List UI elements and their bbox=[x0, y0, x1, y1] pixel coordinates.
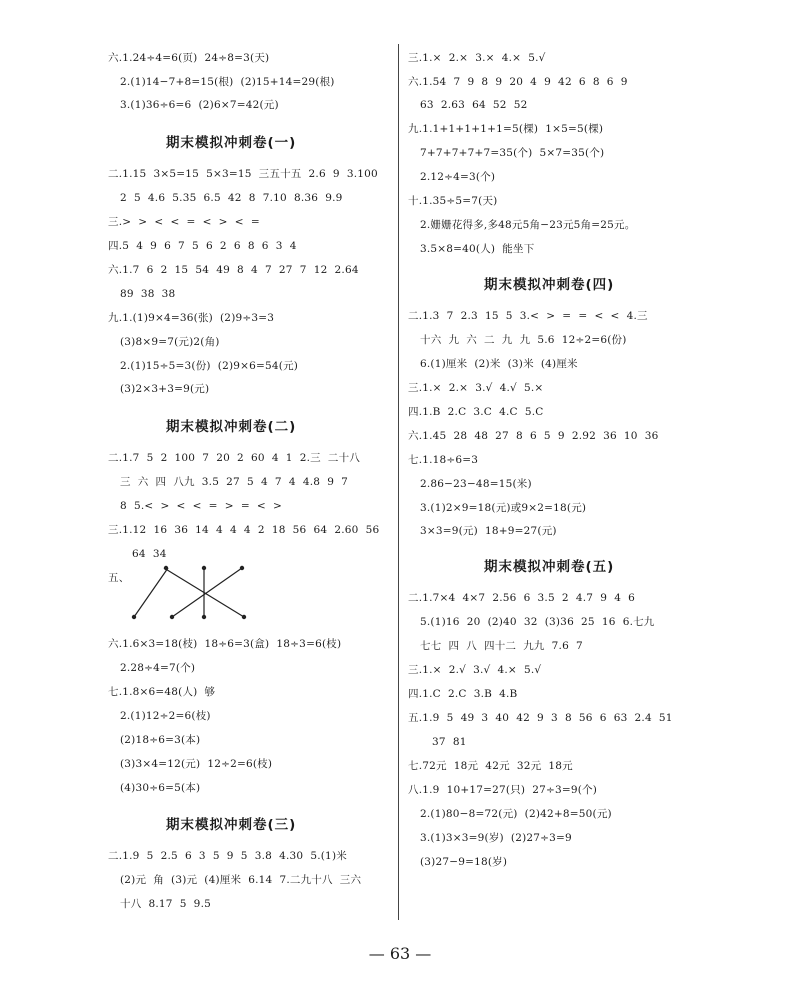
exam4-title: 期末模拟冲刺卷(四) bbox=[484, 277, 615, 293]
answer-line: (4)30÷6=5(本) bbox=[120, 782, 201, 794]
answer-line: 2 5 4.6 5.35 6.5 42 8 7.10 8.36 9.9 bbox=[120, 192, 343, 204]
dot bbox=[170, 615, 174, 619]
answer-line: 十六 九 六 二 九 九 5.6 12÷2=6(份) bbox=[420, 334, 627, 346]
dot bbox=[240, 566, 244, 570]
answer-line: 十.1.35÷5=7(天) bbox=[408, 195, 498, 207]
answer-line: 2.姗姗花得多,多48元5角−23元5角=25元。 bbox=[420, 219, 636, 231]
answer-line: 八.1.9 10+17=27(只) 27÷3=9(个) bbox=[408, 784, 598, 796]
answer-line: 三.1.× 2.× 3.× 4.× 5.√ bbox=[408, 52, 546, 64]
answer-line: 2.(1)15÷5=3(份) (2)9×6=54(元) bbox=[120, 360, 299, 372]
answer-line: 七七 四 八 四十二 九九 7.6 7 bbox=[420, 640, 583, 652]
answer-line: 三.1.12 16 36 14 4 4 4 2 18 56 64 2.60 56 bbox=[108, 524, 380, 536]
answer-line: 五.1.9 5 49 3 40 42 9 3 8 56 6 63 2.4 51 bbox=[408, 712, 673, 724]
answer-line: 3.(1)3×3=9(岁) (2)27÷3=9 bbox=[420, 832, 572, 844]
answer-line: 7+7+7+7+7=35(个) 5×7=35(个) bbox=[420, 147, 605, 159]
answer-line: 四.1.C 2.C 3.B 4.B bbox=[408, 688, 518, 700]
answer-line: 三 六 四 八九 3.5 27 5 4 7 4 4.8 9 7 bbox=[120, 476, 349, 488]
column-divider bbox=[398, 44, 399, 920]
answer-label: 五、 bbox=[108, 572, 130, 584]
answer-line: 2.(1)14−7+8=15(根) (2)15+14=29(根) bbox=[120, 76, 335, 88]
answer-line: 二.1.9 5 2.5 6 3 5 9 5 3.8 4.30 5.(1)米 bbox=[108, 850, 347, 862]
matching-line bbox=[134, 568, 168, 617]
answer-line: 六.1.54 7 9 8 9 20 4 9 42 6 8 6 9 bbox=[408, 76, 628, 88]
dot bbox=[132, 615, 136, 619]
answer-line: 5.(1)16 20 (2)40 32 (3)36 25 16 6.七九 bbox=[420, 616, 655, 628]
answer-line: 63 2.63 64 52 52 bbox=[420, 99, 528, 111]
answer-line: 六.1.24÷4=6(页) 24÷8=3(天) bbox=[108, 52, 270, 64]
answer-line: 2.(1)80−8=72(元) (2)42+8=50(元) bbox=[420, 808, 612, 820]
answer-line: 三.> > < < = < > < = bbox=[108, 216, 260, 228]
answer-line: 七.1.8×6=48(人) 够 bbox=[108, 686, 216, 698]
answer-line: 3×3=9(元) 18+9=27(元) bbox=[420, 525, 557, 537]
answer-line: 64 34 bbox=[132, 548, 167, 560]
dot bbox=[164, 566, 168, 570]
answer-line: 六.1.7 6 2 15 54 49 8 4 7 27 7 12 2.64 bbox=[108, 264, 359, 276]
answer-line: 2.86−23−48=15(米) bbox=[420, 478, 532, 490]
answer-line: (2)元 角 (3)元 (4)厘米 6.14 7.二九十八 三六 bbox=[120, 874, 362, 886]
exam3-title: 期末模拟冲刺卷(三) bbox=[166, 817, 297, 833]
answer-line: 3.(1)2×9=18(元)或9×2=18(元) bbox=[420, 502, 587, 514]
answer-line: (3)8×9=7(元)2(角) bbox=[120, 336, 220, 348]
answer-line: 89 38 38 bbox=[120, 288, 176, 300]
page-number: — 63 — bbox=[368, 944, 432, 963]
answer-line: (2)18÷6=3(本) bbox=[120, 734, 201, 746]
answer-line: 二.1.7 5 2 100 7 20 2 60 4 1 2.三 二十八 bbox=[108, 452, 361, 464]
answer-line: (3)27−9=18(岁) bbox=[420, 856, 508, 868]
answer-line: 四.1.B 2.C 3.C 4.C 5.C bbox=[408, 406, 544, 418]
answer-line: 三.1.× 2.× 3.√ 4.√ 5.× bbox=[408, 382, 544, 394]
answer-line: 十八 8.17 5 9.5 bbox=[120, 898, 211, 910]
answer-line: 九.1.1+1+1+1+1=5(棵) 1×5=5(棵) bbox=[408, 123, 604, 135]
answer-line: 二.1.15 3×5=15 5×3=15 三五十五 2.6 9 3.100 bbox=[108, 168, 378, 180]
dot bbox=[242, 615, 246, 619]
answer-line: 七.1.18÷6=3 bbox=[408, 454, 479, 466]
dot bbox=[202, 566, 206, 570]
dot bbox=[202, 615, 206, 619]
exam2-title: 期末模拟冲刺卷(二) bbox=[166, 419, 297, 435]
answer-line: 九.1.(1)9×4=36(张) (2)9÷3=3 bbox=[108, 312, 275, 324]
answer-line: 六.1.6×3=18(枝) 18÷6=3(盒) 18÷3=6(枝) bbox=[108, 638, 342, 650]
answer-line: 37 81 bbox=[432, 736, 467, 748]
answer-line: (3)2×3+3=9(元) bbox=[120, 383, 210, 395]
answer-line: 二.1.7×4 4×7 2.56 6 3.5 2 4.7 9 4 6 bbox=[408, 592, 636, 604]
answer-line: 6.(1)厘米 (2)米 (3)米 (4)厘米 bbox=[420, 358, 578, 370]
answer-line: 七.72元 18元 42元 32元 18元 bbox=[408, 760, 573, 772]
answer-line: 四.5 4 9 6 7 5 6 2 6 8 6 3 4 bbox=[108, 240, 297, 252]
answer-line: 二.1.3 7 2.3 15 5 3.< > = = < < 4.三 bbox=[408, 310, 648, 322]
answer-line: 六.1.45 28 48 27 8 6 5 9 2.92 36 10 36 bbox=[408, 430, 659, 442]
answer-line: 2.12÷4=3(个) bbox=[420, 171, 496, 183]
answer-line: 三.1.× 2.√ 3.√ 4.× 5.√ bbox=[408, 664, 542, 676]
answer-line: 2.(1)12÷2=6(枝) bbox=[120, 710, 211, 722]
answer-line: 3.5×8=40(人) 能坐下 bbox=[420, 243, 535, 255]
answer-line: 3.(1)36÷6=6 (2)6×7=42(元) bbox=[120, 99, 279, 111]
answer-line: (3)3×4=12(元) 12÷2=6(枝) bbox=[120, 758, 273, 770]
answer-line: 8 5.< > < < = > = < > bbox=[120, 500, 282, 512]
exam1-title: 期末模拟冲刺卷(一) bbox=[166, 135, 297, 151]
exam5-title: 期末模拟冲刺卷(五) bbox=[484, 559, 615, 575]
matching-lines-figure bbox=[128, 563, 258, 621]
answer-line: 2.28÷4=7(个) bbox=[120, 662, 196, 674]
